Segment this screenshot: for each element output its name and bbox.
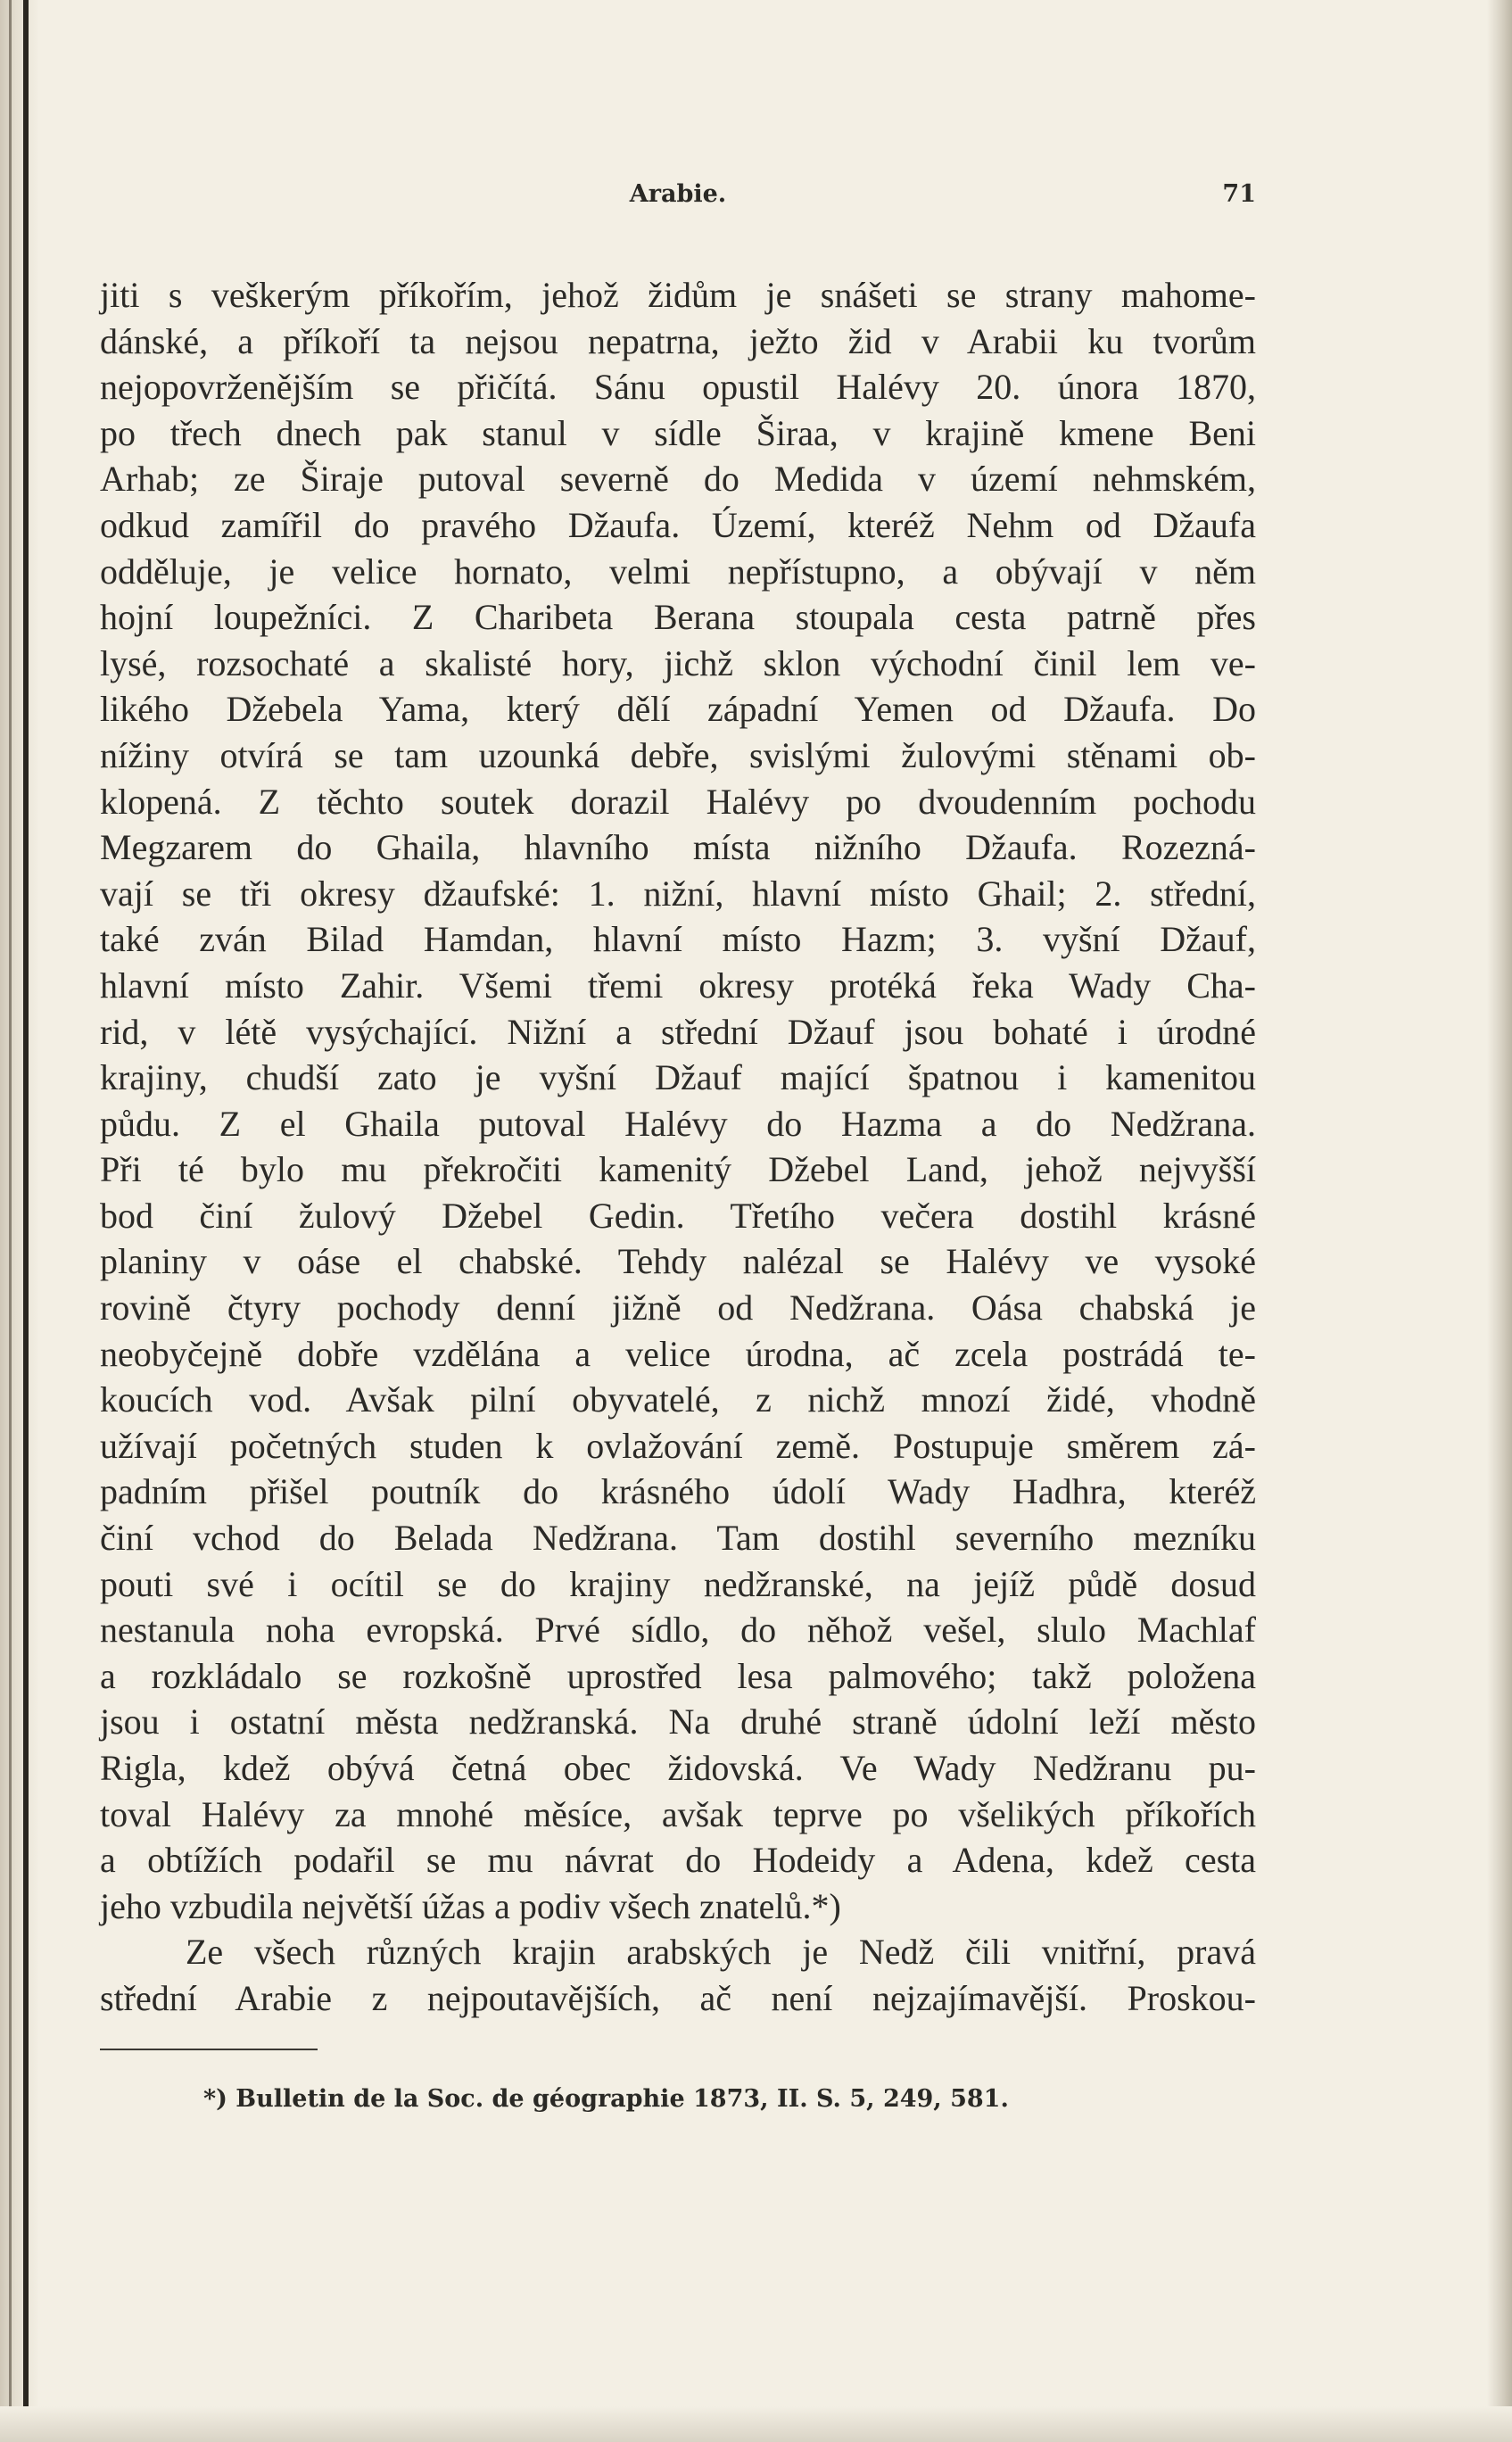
text-line: po třech dnech pak stanul v sídle Širaa, v krajině kmene Beni — [100, 412, 1256, 453]
text-line: neobyčejně dobře vzdělána a velice úrodna, ač zcela postrádá te- — [100, 1333, 1256, 1374]
text-line: odkud zamířil do pravého Džaufa. Území, kteréž Nehm od Džaufa — [100, 504, 1256, 545]
text-line: dánské, a příkoří ta nejsou nepatrna, ježto žid v Arabii ku tvorům — [100, 320, 1256, 361]
body-text — [100, 272, 1256, 2022]
text-line: hlavní místo Zahir. Všemi třemi okresy protéká řeka Wady Cha- — [100, 964, 1256, 1006]
page-number: 71 — [1222, 180, 1256, 208]
text-line: krajiny, chudší zato je vyšní Džauf mající špatnou i kamenitou — [100, 1057, 1256, 1098]
text-line: činí vchod do Belada Nedžrana. Tam dostihl severního mezníku — [100, 1518, 1256, 1559]
text-line: likého Džebela Yama, který dělí západní Yemen od Džaufa. Do — [100, 689, 1256, 730]
text-line: Megzarem do Ghaila, hlavního místa nižního Džaufa. Rozezná- — [100, 827, 1256, 868]
text-line: klopená. Z těchto soutek dorazil Halévy po dvoudenním pochodu — [100, 781, 1256, 822]
text-line: vají se tři okresy džaufské: 1. nižní, hlavní místo Ghail; 2. střední, — [100, 873, 1256, 914]
page-edge-bottom — [0, 2406, 1512, 2442]
text-line: Ze všech různých krajin arabských je Nedž čili vnitřní, pravá — [186, 1932, 1256, 1973]
text-line: nestanula noha evropská. Prvé sídlo, do něhož vešel, slulo Machlaf — [100, 1610, 1256, 1651]
text-line: padním přišel poutník do krásného údolí Wady Hadhra, kteréž — [100, 1471, 1256, 1512]
text-line: užívají početných studen k ovlažování země. Postupuje směrem zá- — [100, 1425, 1256, 1466]
text-line: půdu. Z el Ghaila putoval Halévy do Hazma a do Nedžrana. — [100, 1103, 1256, 1144]
gutter-line-thin — [9, 0, 12, 2442]
text-line: koucích vod. Avšak pilní obyvatelé, z nichž mnozí židé, vhodně — [100, 1379, 1256, 1420]
text-line: a obtížích podařil se mu návrat do Hodeidy a Adena, kdež cesta — [100, 1840, 1256, 1881]
gutter-line — [23, 0, 29, 2442]
footnote: *) Bulletin de la Soc. de géographie 1873, II. S. 5, 249, 581. — [203, 2085, 1009, 2113]
page-edge-right — [1487, 0, 1512, 2442]
text-line: lysé, rozsochaté a skalisté hory, jichž sklon východní činil lem ve- — [100, 642, 1256, 683]
text-line: pouti své i ocítil se do krajiny nedžranské, na jejíž půdě dosud — [100, 1563, 1256, 1604]
text-line: také zván Bilad Hamdan, hlavní místo Hazm; 3. vyšní Džauf, — [100, 919, 1256, 960]
text-line: Při té bylo mu překročiti kamenitý Džebel Land, jehož nejvyšší — [100, 1149, 1256, 1190]
text-line: rid, v létě vysýchající. Nižní a střední Džauf jsou bohaté i úrodné — [100, 1011, 1256, 1052]
header-title: Arabie. — [629, 180, 727, 208]
text-line: hojní loupežníci. Z Charibeta Berana stoupala cesta patrně přes — [100, 597, 1256, 638]
text-line: Arhab; ze Širaje putoval severně do Medida v území nehmském, — [100, 459, 1256, 500]
text-line: střední Arabie z nejpoutavějších, ač není nejzajímavější. Proskou- — [100, 1977, 1256, 2018]
text-line: odděluje, je velice hornato, velmi nepřístupno, a obývají v něm — [100, 550, 1256, 592]
text-line: rovině čtyry pochody denní jižně od Nedžrana. Oása chabská je — [100, 1287, 1256, 1329]
text-line: nížiny otvírá se tam uzounká debře, svislými žulovými stěnami ob- — [100, 734, 1256, 775]
text-line: jeho vzbudila největší úžas a podiv všech znatelů.*) — [100, 1885, 841, 1926]
paragraph-1 — [100, 272, 1256, 1929]
page-gutter-shadow — [0, 0, 39, 2442]
footnote-rule — [100, 2049, 318, 2050]
paragraph-2 — [100, 1929, 1256, 2021]
text-line: jsou i ostatní města nedžranská. Na druhé straně údolní leží město — [100, 1701, 1256, 1743]
running-header — [100, 180, 1256, 216]
text-line: a rozkládalo se rozkošně uprostřed lesa palmového; takž položena — [100, 1655, 1256, 1696]
text-line: bod činí žulový Džebel Gedin. Třetího večera dostihl krásné — [100, 1195, 1256, 1236]
text-line: planiny v oáse el chabské. Tehdy nalézal se Halévy ve vysoké — [100, 1241, 1256, 1282]
text-line: jiti s veškerým příkořím, jehož židům je snášeti se strany mahome- — [100, 275, 1256, 315]
text-line: toval Halévy za mnohé měsíce, avšak teprve po všelikých příkořích — [100, 1793, 1256, 1834]
text-line: nejopovrženějším se přičítá. Sánu opustil Halévy 20. února 1870, — [100, 367, 1256, 408]
text-line: Rigla, kdež obývá četná obec židovská. Ve Wady Nedžranu pu- — [100, 1748, 1256, 1788]
